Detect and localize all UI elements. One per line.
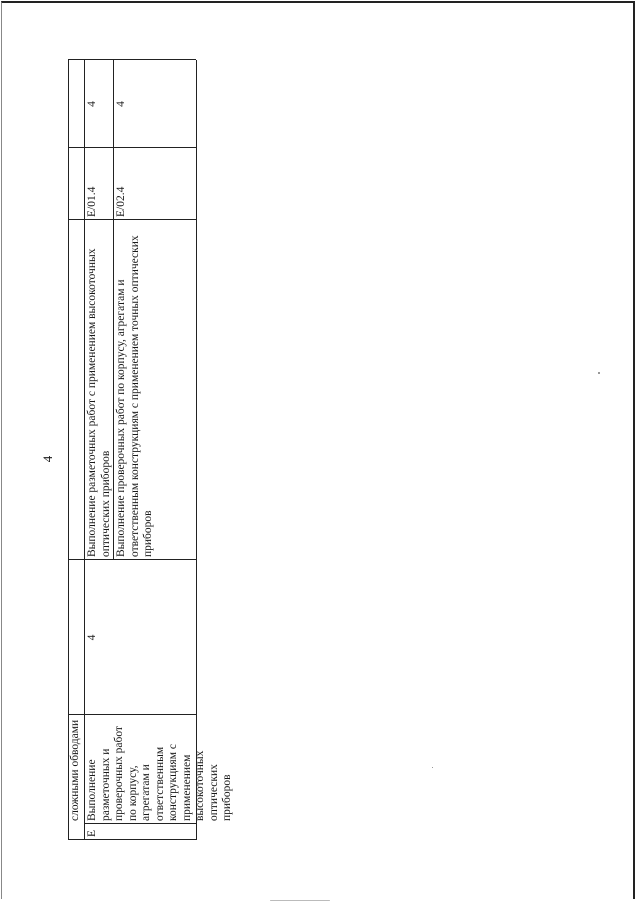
function-1-level: 4 [86, 101, 98, 107]
continued-text: сложными обводами [69, 719, 81, 821]
page-number: 4 [40, 455, 55, 463]
row-generalized-function-name: Выполнение разметочных и проверочных работ по корпусу, агрегатам и ответственным конструкциям с применением высокоточных оптических приборов [86, 726, 233, 821]
scan-speck [432, 767, 433, 768]
row-code: Е [86, 829, 98, 837]
function-2-code: E/02.4 [115, 186, 127, 217]
rotated-table-container [68, 60, 233, 840]
function-2-name: Выполнение проверочных работ по корпусу, агрегатам и ответственным конструкциям с применением точных оптических приборов [115, 235, 154, 557]
scan-speck [598, 372, 600, 374]
function-2-level: 4 [115, 101, 127, 107]
function-1-code: E/01.4 [86, 186, 98, 217]
function-1-name: Выполнение разметочных работ с применением высокоточных оптических приборов [86, 248, 112, 557]
scan-edge-mark [270, 900, 330, 901]
row-qualification-level: 4 [86, 634, 98, 641]
functions-table [68, 60, 233, 840]
table-rule-bottom [196, 60, 197, 840]
